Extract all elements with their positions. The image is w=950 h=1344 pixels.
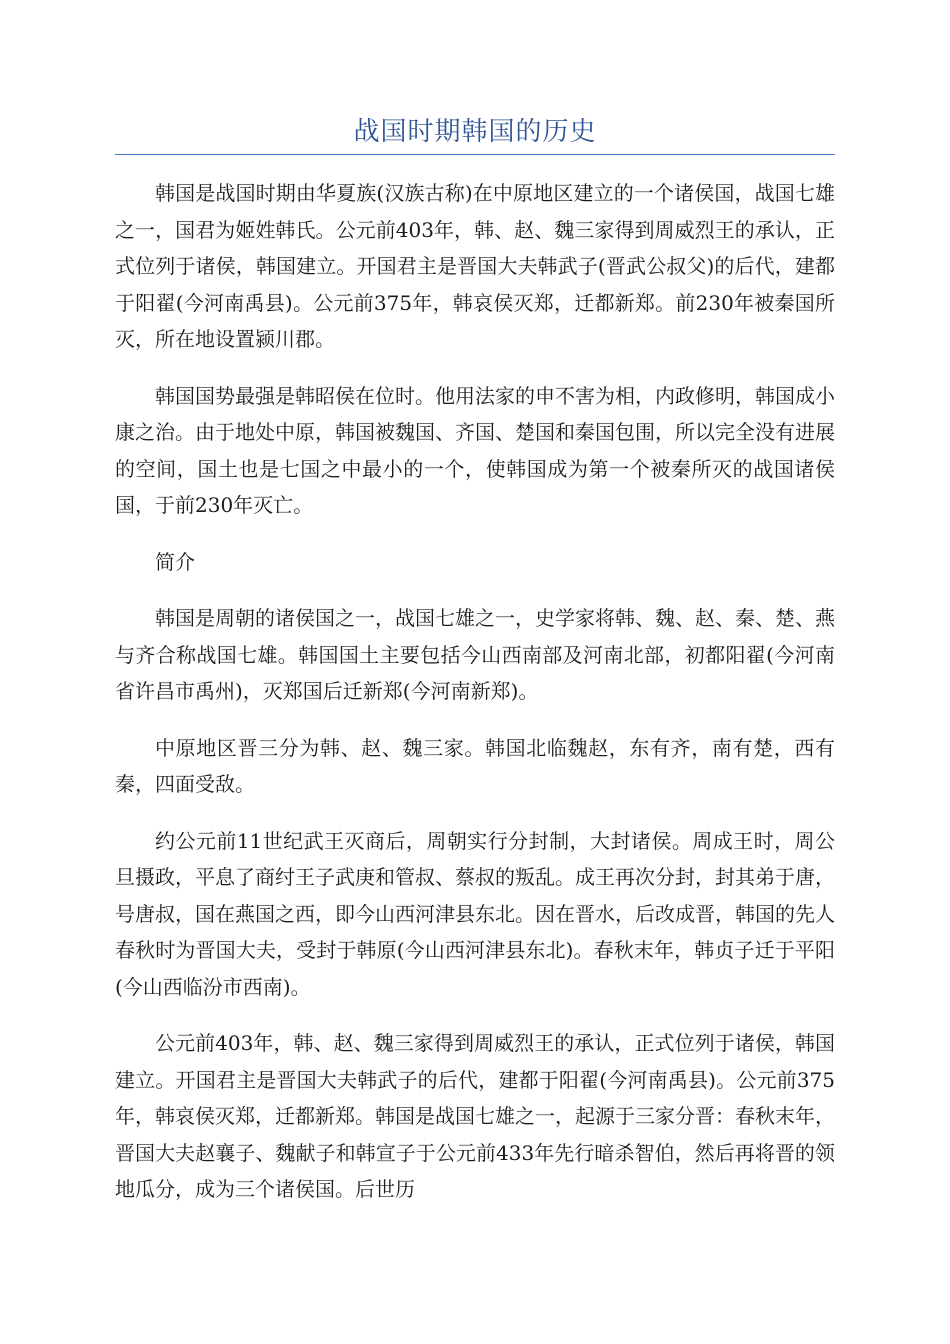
document-body: [115, 175, 835, 1228]
paragraph-founding: 公元前403年，韩、赵、魏三家得到周威烈王的承认，正式位列于诸侯，韩国建立。开国君主是晋国大夫韩武子的后代，建都于阳翟(今河南禹县)。公元前375年，韩哀侯灭郑，迁都新郑。韩国是战国七雄之一，起源于三家分晋：春秋末年，晋国大夫赵襄子、魏献子和韩宣子于公元前433年先行暗杀智伯，然后再将晋的领地瓜分，成为三个诸侯国。后世历: [115, 1031, 835, 1201]
page-title: 战国时期韩国的历史: [353, 117, 597, 147]
paragraph-zhaohou: 韩国国势最强是韩昭侯在位时。他用法家的申不害为相，内政修明，韩国成小康之治。由于地处中原，韩国被魏国、齐国、楚国和秦国包围，所以完全没有进展的空间，国土也是七国之中最小的一个，使韩国成为第一个被秦所灭的战国诸侯国，于前230年灭亡。: [115, 383, 835, 517]
paragraph-intro: 韩国是战国时期由华夏族(汉族古称)在中原地区建立的一个诸侯国，战国七雄之一，国君为姬姓韩氏。公元前403年，韩、赵、魏三家得到周威烈王的承认，正式位列于诸侯，韩国建立。开国君主是晋国大夫韩武子(晋武公叔父)的后代，建都于阳翟(今河南禹县)。公元前375年，韩哀侯灭郑，迁都新郑。前230年被秦国所灭，所在地设置颍川郡。: [115, 181, 835, 351]
paragraph-overview: 韩国是周朝的诸侯国之一，战国七雄之一，史学家将韩、魏、赵、秦、楚、燕与齐合称战国七雄。韩国国土主要包括今山西南部及河南北部，初都阳翟(今河南省许昌市禹州)，灭郑国后迁新郑(今河南新郑)。: [115, 606, 835, 703]
paragraph-origins: 约公元前11世纪武王灭商后，周朝实行分封制，大封诸侯。周成王时，周公旦摄政，平息了商纣王子武庚和管叔、蔡叔的叛乱。成王再次分封，封其弟于唐，号唐叔，国在燕国之西，即今山西河津县东北。因在晋水，后改成晋，韩国的先人春秋时为晋国大夫，受封于韩原(今山西河津县东北)。春秋末年，韩贞子迁于平阳(今山西临汾市西南)。: [115, 828, 835, 999]
section-heading-intro: 简介: [155, 549, 195, 574]
paragraph-geography: 中原地区晋三分为韩、赵、魏三家。韩国北临魏赵，东有齐，南有楚，西有秦，四面受敌。: [115, 735, 835, 796]
title-underline: [115, 154, 835, 155]
